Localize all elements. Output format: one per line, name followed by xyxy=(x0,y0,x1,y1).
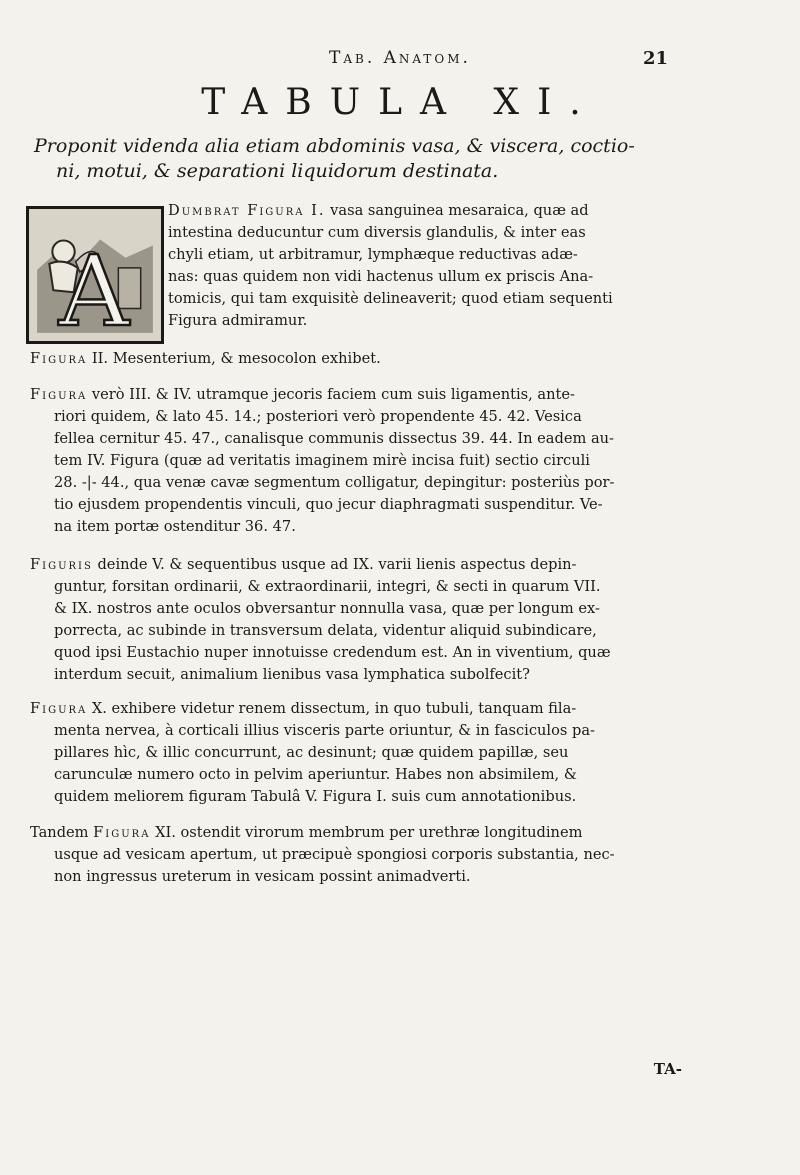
paragraph-figure-2 xyxy=(30,348,690,370)
text-line: quod ipsi Eustachio nuper innotuisse credendum est. An in viventium, quæ xyxy=(54,644,611,661)
text-line: intestina deducuntur cum diversis glandulis, & inter eas xyxy=(168,224,586,241)
figure-reference: Figura xyxy=(30,386,88,403)
text-line: guntur, forsitan ordinarii, & extraordinarii, integri, & secti in quarum VII. xyxy=(54,578,601,595)
paragraph-figure-11 xyxy=(30,822,690,888)
plate-title: TABULA XI. xyxy=(201,82,599,123)
figure-reference: Dumbrat Figura I. xyxy=(168,202,326,219)
text-line: chyli etiam, ut arbitramur, lymphæque reductivas adæ- xyxy=(168,246,578,263)
text-line: tomicis, qui tam exquisitè delineaverit; quod etiam sequenti xyxy=(168,290,613,307)
figure-reference: Figura xyxy=(30,700,88,717)
text-line: menta nervea, à corticali illius visceris parte oriuntur, & in fasciculos pa- xyxy=(54,722,595,739)
page-number: 21 xyxy=(642,48,668,69)
drop-cap-illustration xyxy=(29,209,161,341)
text-line: & IX. nostros ante oculos obversantur nonnulla vasa, quæ per longum ex- xyxy=(54,600,600,617)
text-line: na item portæ ostenditur 36. 47. xyxy=(54,518,296,535)
text-line: quidem meliorem figuram Tabulâ V. Figura I. suis cum annotationibus. xyxy=(54,788,577,805)
running-title: Tab. Anatom. xyxy=(329,48,471,68)
paragraph-figures-5-9 xyxy=(30,554,690,686)
text-line: XI. ostendit virorum membrum per urethræ longitudinem xyxy=(155,824,583,841)
text-line: deinde V. & sequentibus usque ad IX. varii lienis aspectus depin- xyxy=(97,556,577,573)
decorated-initial-letter xyxy=(26,206,164,344)
text-line: fellea cernitur 45. 47., canalisque communis dissectus 39. 44. In eadem au- xyxy=(54,430,614,447)
text-line: tio ejusdem propendentis vinculi, quo jecur diaphragmati suspenditur. Ve- xyxy=(54,496,603,513)
text-line: tem IV. Figura (quæ ad veritatis imaginem mirè incisa fuit) sectio circuli xyxy=(54,452,590,469)
text-line: carunculæ numero octo in pelvim aperiuntur. Habes non absimilem, & xyxy=(54,766,577,783)
text-line: non ingressus ureterum in vesicam possint animadverti. xyxy=(54,868,471,885)
text-line: pillares hìc, & illic concurrunt, ac desinunt; quæ quidem papillæ, seu xyxy=(54,744,569,761)
text-line: verò III. & IV. utramque jecoris faciem cum suis ligamentis, ante- xyxy=(91,386,575,403)
paragraph-figure-1 xyxy=(168,200,688,332)
text-line: X. exhibere videtur renem dissectum, in quo tubuli, tanquam fila- xyxy=(91,700,577,717)
figure-reference: Figura xyxy=(30,350,88,367)
paragraph-figure-10 xyxy=(30,698,690,808)
svg-text:A: A xyxy=(58,234,130,341)
paragraph-figures-3-4 xyxy=(30,384,690,538)
text-line: Tandem xyxy=(30,824,89,841)
text-line: vasa sanguinea mesaraica, quæ ad xyxy=(330,202,589,219)
plate-subtitle xyxy=(34,134,694,184)
text-line: riori quidem, & lato 45. 14.; posteriori verò propendente 45. 42. Vesica xyxy=(54,408,582,425)
text-line: II. Mesenterium, & mesocolon exhibet. xyxy=(91,350,381,367)
figure-reference: Figuris xyxy=(30,556,93,573)
subtitle-line: Proponit videnda alia etiam abdominis vasa, & viscera, coctio- xyxy=(34,135,635,157)
subtitle-line: ni, motui, & separationi liquidorum destinata. xyxy=(56,160,499,182)
catchword: TA- xyxy=(653,1060,682,1078)
text-line: 28. -|- 44., qua venæ cavæ segmentum colligatur, depingitur: posteriùs por- xyxy=(54,474,615,491)
text-line: porrecta, ac subinde in transversum delata, videntur aliquid subindicare, xyxy=(54,622,597,639)
figure-reference: Figura xyxy=(93,824,151,841)
text-line: Figura admiramur. xyxy=(168,312,308,329)
text-line: usque ad vesicam apertum, ut præcipuè spongiosi corporis substantia, nec- xyxy=(54,846,615,863)
text-line: interdum secuit, animalium lienibus vasa lymphatica subolfecit? xyxy=(54,666,530,683)
text-line: nas: quas quidem non vidi hactenus ullum ex priscis Ana- xyxy=(168,268,594,285)
